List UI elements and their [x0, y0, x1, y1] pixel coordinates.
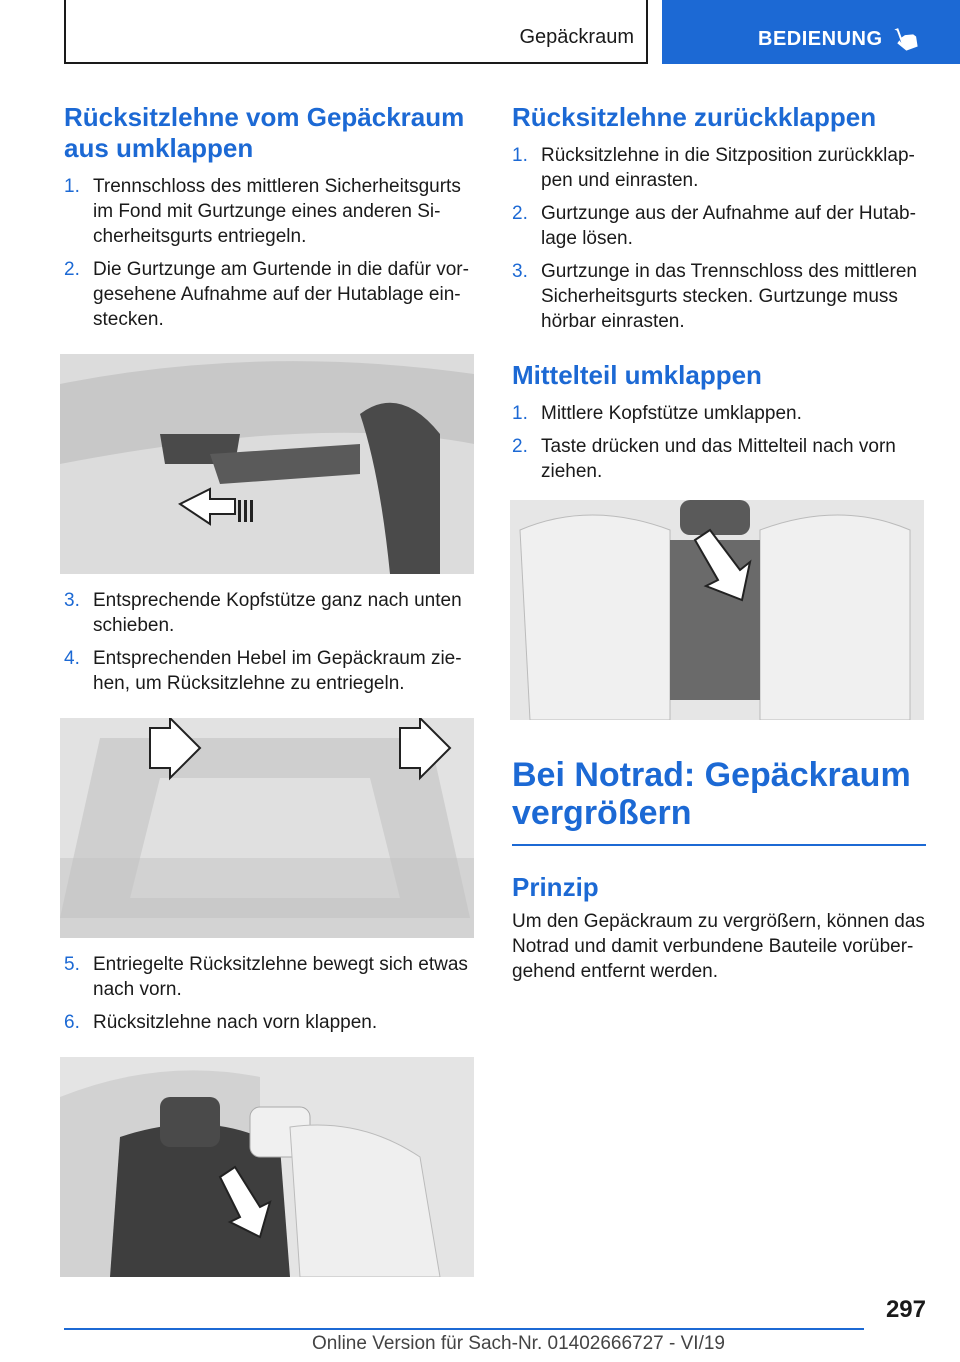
step-text: Taste drücken und das Mittelteil nach vorn ziehen. — [541, 436, 896, 482]
step-list — [512, 143, 926, 334]
step-text: Trennschloss des mittleren Sicherheitsgurts im Fond mit Gurtzunge eines anderen Sicherheitsgurts entriegeln. — [93, 176, 461, 247]
step-text: Gurtzunge in das Trennschloss des mittleren Sicherheitsgurts stecken. Gurtzunge muss hörbar einrasten. — [541, 261, 917, 332]
right-column — [512, 102, 926, 984]
list-item — [64, 257, 478, 332]
section-heading: Rücksitzlehne vom Gepäckraum aus umklappen — [64, 102, 465, 163]
step-number: 2. — [64, 259, 80, 280]
step-number: 4. — [64, 648, 80, 669]
step-list — [512, 401, 926, 484]
step-number: 3. — [512, 261, 528, 282]
page-number: 297 — [885, 1296, 926, 1323]
illustration-trunk-levers — [60, 718, 474, 938]
step-number: 1. — [512, 145, 528, 166]
step-text: Rücksitzlehne in die Sitzposition zurückklappen und einrasten. — [541, 145, 915, 191]
list-item — [64, 174, 478, 249]
header-section-box — [64, 0, 648, 64]
step-text: Entsprechende Kopfstütze ganz nach unten schieben. — [93, 590, 462, 636]
section-heading: Mittelteil umklappen — [512, 360, 762, 390]
list-item — [512, 259, 926, 334]
section-title: Gepäckraum — [519, 26, 634, 48]
illustration-fold-seat — [60, 1057, 474, 1277]
step-number: 1. — [64, 176, 80, 197]
step-list — [64, 174, 478, 332]
list-item — [64, 1010, 478, 1035]
list-item — [64, 646, 478, 696]
illustration-center-section — [510, 500, 924, 720]
list-item — [512, 401, 926, 426]
step-number: 2. — [512, 203, 528, 224]
subheading: Prinzip — [512, 872, 599, 902]
step-number: 1. — [512, 403, 528, 424]
step-list — [64, 952, 478, 1035]
left-column — [64, 102, 478, 1291]
step-text: Gurtzunge aus der Aufnahme auf der Hutablage lösen. — [541, 203, 916, 249]
step-text: Entsprechenden Hebel im Gepäckraum ziehen, um Rücksitzlehne zu entriegeln. — [93, 648, 462, 694]
list-item — [512, 201, 926, 251]
footer-version: Online Version für Sach-Nr. 01402666727 - VI/19 — [312, 1333, 725, 1354]
section-heading: Rücksitzlehne zurückklappen — [512, 102, 877, 132]
step-number: 3. — [64, 590, 80, 611]
heading-divider — [512, 844, 926, 846]
list-item — [512, 143, 926, 193]
paragraph: Um den Gepäckraum zu vergrößern, können das Notrad und damit verbundene Bauteile vorübergehend entfernt werden. — [512, 911, 925, 982]
footer-divider — [64, 1328, 864, 1330]
step-list — [64, 588, 478, 696]
step-text: Die Gurtzunge am Gurtende in die dafür vorgesehene Aufnahme auf der Hutablage einstecken. — [93, 259, 469, 330]
chapter-tab — [662, 0, 960, 64]
list-item — [64, 588, 478, 638]
step-number: 2. — [512, 436, 528, 457]
step-text: Mittlere Kopfstütze umklappen. — [541, 403, 802, 424]
list-item — [64, 952, 478, 1002]
chapter-title: BEDIENUNG — [758, 28, 883, 50]
hand-pointer-icon — [892, 24, 920, 52]
chapter-heading: Bei Notrad: Gepäckraum vergrößern — [512, 756, 911, 832]
step-text: Entriegelte Rücksitzlehne bewegt sich etwas nach vorn. — [93, 954, 468, 1000]
step-number: 5. — [64, 954, 80, 975]
illustration-hat-shelf — [60, 354, 474, 574]
step-text: Rücksitzlehne nach vorn klappen. — [93, 1012, 378, 1033]
step-number: 6. — [64, 1012, 80, 1033]
list-item — [512, 434, 926, 484]
